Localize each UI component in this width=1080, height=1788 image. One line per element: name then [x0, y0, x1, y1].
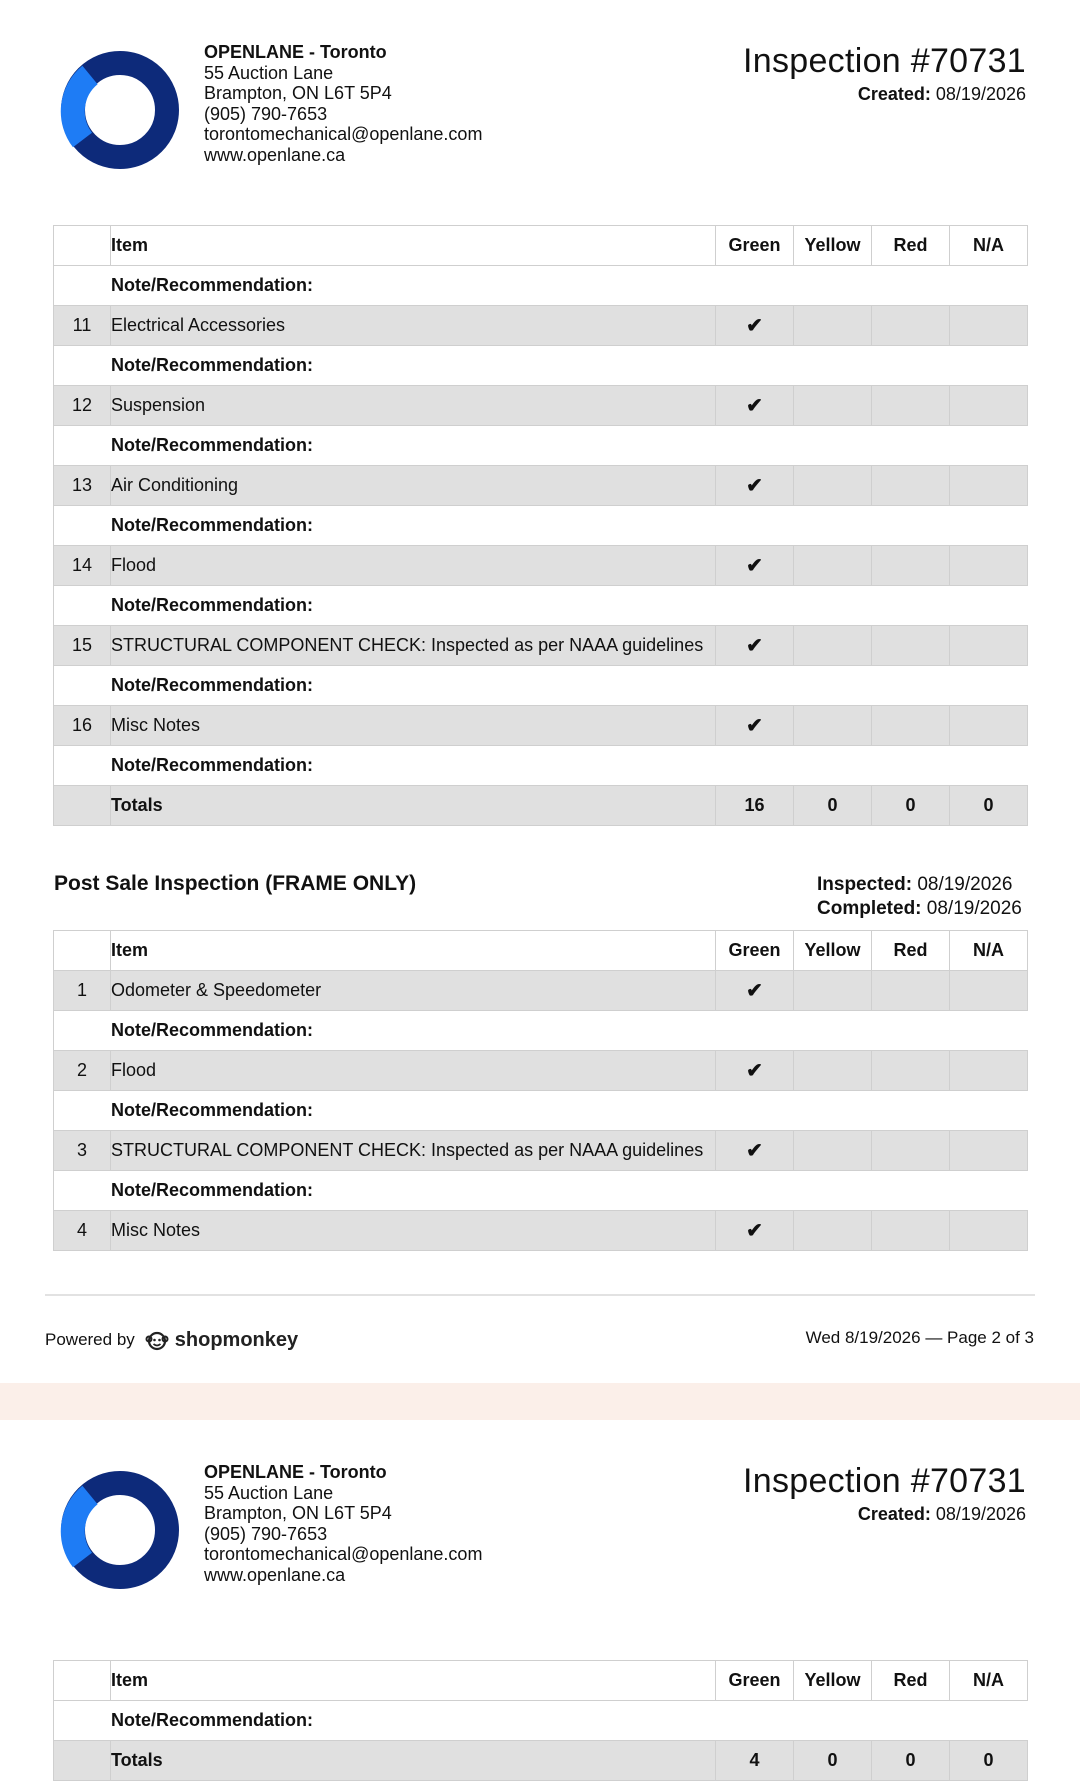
note-row — [54, 746, 1028, 786]
totals-num — [54, 1741, 111, 1781]
totals-row — [54, 1741, 1028, 1781]
checkmark-icon: ✔ — [746, 1220, 763, 1242]
note-num — [54, 1011, 111, 1051]
yellow-cell — [794, 626, 872, 666]
na-cell — [950, 626, 1028, 666]
header-red: Red — [872, 226, 950, 266]
item-name: STRUCTURAL COMPONENT CHECK: Inspected as per NAAA guidelines — [111, 626, 716, 666]
green-check-icon — [716, 1051, 794, 1091]
note-num — [54, 746, 111, 786]
header-item: Item — [111, 1661, 716, 1701]
note-row — [54, 666, 1028, 706]
item-name: Air Conditioning — [111, 466, 716, 506]
green-check-icon — [716, 626, 794, 666]
green-check-icon — [716, 466, 794, 506]
note-row — [54, 506, 1028, 546]
checkmark-icon: ✔ — [746, 475, 763, 497]
red-cell — [872, 1211, 950, 1251]
note-row — [54, 1171, 1028, 1211]
green-check-icon — [716, 706, 794, 746]
completed-label: Completed: — [817, 898, 922, 919]
inspection-created — [858, 84, 1026, 105]
note-row — [54, 266, 1028, 306]
section-dates — [817, 873, 1022, 921]
green-check-icon — [716, 306, 794, 346]
powered-by-label: Powered by — [45, 1330, 135, 1349]
header-na: N/A — [950, 931, 1028, 971]
item-number: 13 — [54, 466, 111, 506]
yellow-cell — [794, 971, 872, 1011]
openlane-logo — [60, 1470, 180, 1590]
green-check-icon — [716, 1211, 794, 1251]
totals-row — [54, 786, 1028, 826]
company-name: OPENLANE - Toronto — [204, 42, 387, 62]
header-red: Red — [872, 1661, 950, 1701]
inspection-table-3 — [53, 1660, 1028, 1781]
total-na: 0 — [950, 786, 1028, 826]
company-email: torontomechanical@openlane.com — [204, 124, 483, 144]
footer-divider — [45, 1294, 1035, 1296]
company-info — [204, 42, 482, 165]
checkmark-icon: ✔ — [746, 715, 763, 737]
item-number: 11 — [54, 306, 111, 346]
header-item: Item — [111, 226, 716, 266]
company-address-line2: Brampton, ON L6T 5P4 — [204, 83, 392, 103]
item-name: Flood — [111, 1051, 716, 1091]
table-row — [54, 386, 1028, 426]
red-cell — [872, 386, 950, 426]
red-cell — [872, 971, 950, 1011]
table-row — [54, 466, 1028, 506]
yellow-cell — [794, 306, 872, 346]
checkmark-icon: ✔ — [746, 315, 763, 337]
green-check-icon — [716, 1131, 794, 1171]
note-label: Note/Recommendation: — [111, 266, 1028, 306]
red-cell — [872, 466, 950, 506]
note-num — [54, 586, 111, 626]
table-row — [54, 626, 1028, 666]
table-header-row — [54, 1661, 1028, 1701]
note-num — [54, 426, 111, 466]
header-green: Green — [716, 226, 794, 266]
na-cell — [950, 306, 1028, 346]
report-page-3 — [0, 1420, 1080, 1788]
yellow-cell — [794, 706, 872, 746]
page-separator — [0, 1383, 1080, 1420]
item-name: STRUCTURAL COMPONENT CHECK: Inspected as per NAAA guidelines — [111, 1131, 716, 1171]
table-row — [54, 1211, 1028, 1251]
company-address-line2: Brampton, ON L6T 5P4 — [204, 1503, 392, 1523]
table-row — [54, 1051, 1028, 1091]
checkmark-icon: ✔ — [746, 635, 763, 657]
note-row — [54, 346, 1028, 386]
item-number: 14 — [54, 546, 111, 586]
yellow-cell — [794, 466, 872, 506]
note-label: Note/Recommendation: — [111, 666, 1028, 706]
header-red: Red — [872, 931, 950, 971]
inspected-date: 08/19/2026 — [917, 874, 1013, 895]
report-header — [0, 1420, 1080, 1620]
na-cell — [950, 386, 1028, 426]
item-number: 16 — [54, 706, 111, 746]
na-cell — [950, 706, 1028, 746]
yellow-cell — [794, 1131, 872, 1171]
table-row — [54, 971, 1028, 1011]
company-address-line1: 55 Auction Lane — [204, 1482, 334, 1503]
item-number: 4 — [54, 1211, 111, 1251]
inspection-table-1 — [53, 225, 1028, 826]
note-label: Note/Recommendation: — [111, 746, 1028, 786]
header-yellow: Yellow — [794, 931, 872, 971]
company-name: OPENLANE - Toronto — [204, 1462, 387, 1482]
header-num — [54, 931, 111, 971]
red-cell — [872, 1051, 950, 1091]
note-row — [54, 1091, 1028, 1131]
table-row — [54, 1131, 1028, 1171]
company-info — [204, 1462, 482, 1585]
company-address-line1: 55 Auction Lane — [204, 62, 334, 83]
report-header — [0, 0, 1080, 200]
total-yellow: 0 — [794, 1741, 872, 1781]
header-green: Green — [716, 1661, 794, 1701]
totals-label: Totals — [111, 786, 716, 826]
yellow-cell — [794, 546, 872, 586]
header-item: Item — [111, 931, 716, 971]
company-email: torontomechanical@openlane.com — [204, 1544, 483, 1564]
yellow-cell — [794, 1051, 872, 1091]
company-website: www.openlane.ca — [204, 1564, 346, 1585]
header-green: Green — [716, 931, 794, 971]
openlane-logo — [60, 50, 180, 170]
red-cell — [872, 546, 950, 586]
inspection-table-2 — [53, 930, 1028, 1251]
table-row — [54, 706, 1028, 746]
checkmark-icon: ✔ — [746, 395, 763, 417]
yellow-cell — [794, 1211, 872, 1251]
page-info: Wed 8/19/2026 — Page 2 of 3 — [805, 1328, 1034, 1347]
item-name: Misc Notes — [111, 706, 716, 746]
section-title: Post Sale Inspection (FRAME ONLY) — [54, 872, 417, 895]
yellow-cell — [794, 386, 872, 426]
note-label: Note/Recommendation: — [111, 506, 1028, 546]
created-label: Created: — [857, 84, 931, 104]
item-number: 12 — [54, 386, 111, 426]
header-yellow: Yellow — [794, 226, 872, 266]
company-phone: (905) 790-7653 — [204, 1523, 328, 1544]
total-yellow: 0 — [794, 786, 872, 826]
header-num — [54, 1661, 111, 1701]
note-label: Note/Recommendation: — [111, 426, 1028, 466]
total-green: 16 — [716, 786, 794, 826]
header-num — [54, 226, 111, 266]
note-num — [54, 506, 111, 546]
note-num — [54, 1171, 111, 1211]
monkey-icon — [145, 1328, 169, 1352]
green-check-icon — [716, 386, 794, 426]
na-cell — [950, 1211, 1028, 1251]
checkmark-icon: ✔ — [746, 555, 763, 577]
total-na: 0 — [950, 1741, 1028, 1781]
created-date: 08/19/2026 — [935, 1504, 1026, 1524]
company-phone: (905) 790-7653 — [204, 103, 328, 124]
inspection-title: Inspection #70731 — [743, 42, 1026, 80]
inspection-title: Inspection #70731 — [743, 1462, 1026, 1500]
totals-label: Totals — [111, 1741, 716, 1781]
note-label: Note/Recommendation: — [111, 1171, 1028, 1211]
header-na: N/A — [950, 226, 1028, 266]
item-number: 15 — [54, 626, 111, 666]
note-row — [54, 586, 1028, 626]
table-row — [54, 546, 1028, 586]
shopmonkey-brand: shopmonkey — [174, 1328, 299, 1351]
company-website: www.openlane.ca — [204, 144, 346, 165]
item-number: 1 — [54, 971, 111, 1011]
green-check-icon — [716, 971, 794, 1011]
note-row — [54, 1011, 1028, 1051]
header-yellow: Yellow — [794, 1661, 872, 1701]
completed-date: 08/19/2026 — [926, 898, 1022, 919]
red-cell — [872, 306, 950, 346]
na-cell — [950, 466, 1028, 506]
inspection-created — [858, 1504, 1026, 1525]
powered-by — [45, 1328, 298, 1352]
note-num — [54, 1091, 111, 1131]
created-label: Created: — [857, 1504, 931, 1524]
na-cell — [950, 971, 1028, 1011]
totals-num — [54, 786, 111, 826]
item-name: Misc Notes — [111, 1211, 716, 1251]
na-cell — [950, 1131, 1028, 1171]
checkmark-icon: ✔ — [746, 1060, 763, 1082]
note-num — [54, 666, 111, 706]
item-name: Flood — [111, 546, 716, 586]
total-green: 4 — [716, 1741, 794, 1781]
checkmark-icon: ✔ — [746, 1140, 763, 1162]
item-name: Electrical Accessories — [111, 306, 716, 346]
na-cell — [950, 1051, 1028, 1091]
header-na: N/A — [950, 1661, 1028, 1701]
table-header-row — [54, 931, 1028, 971]
item-number: 2 — [54, 1051, 111, 1091]
red-cell — [872, 706, 950, 746]
red-cell — [872, 1131, 950, 1171]
created-date: 08/19/2026 — [935, 84, 1026, 104]
note-row — [54, 426, 1028, 466]
item-name: Odometer & Speedometer — [111, 971, 716, 1011]
table-row — [54, 306, 1028, 346]
note-num — [54, 346, 111, 386]
total-red: 0 — [872, 786, 950, 826]
note-label: Note/Recommendation: — [111, 586, 1028, 626]
red-cell — [872, 626, 950, 666]
note-label: Note/Recommendation: — [111, 1701, 1028, 1741]
item-name: Suspension — [111, 386, 716, 426]
green-check-icon — [716, 546, 794, 586]
note-num — [54, 266, 111, 306]
na-cell — [950, 546, 1028, 586]
item-number: 3 — [54, 1131, 111, 1171]
total-red: 0 — [872, 1741, 950, 1781]
inspected-label: Inspected: — [817, 874, 913, 895]
note-num — [54, 1701, 111, 1741]
note-row — [54, 1701, 1028, 1741]
table-header-row — [54, 226, 1028, 266]
checkmark-icon: ✔ — [746, 980, 763, 1002]
note-label: Note/Recommendation: — [111, 1091, 1028, 1131]
note-label: Note/Recommendation: — [111, 346, 1028, 386]
note-label: Note/Recommendation: — [111, 1011, 1028, 1051]
